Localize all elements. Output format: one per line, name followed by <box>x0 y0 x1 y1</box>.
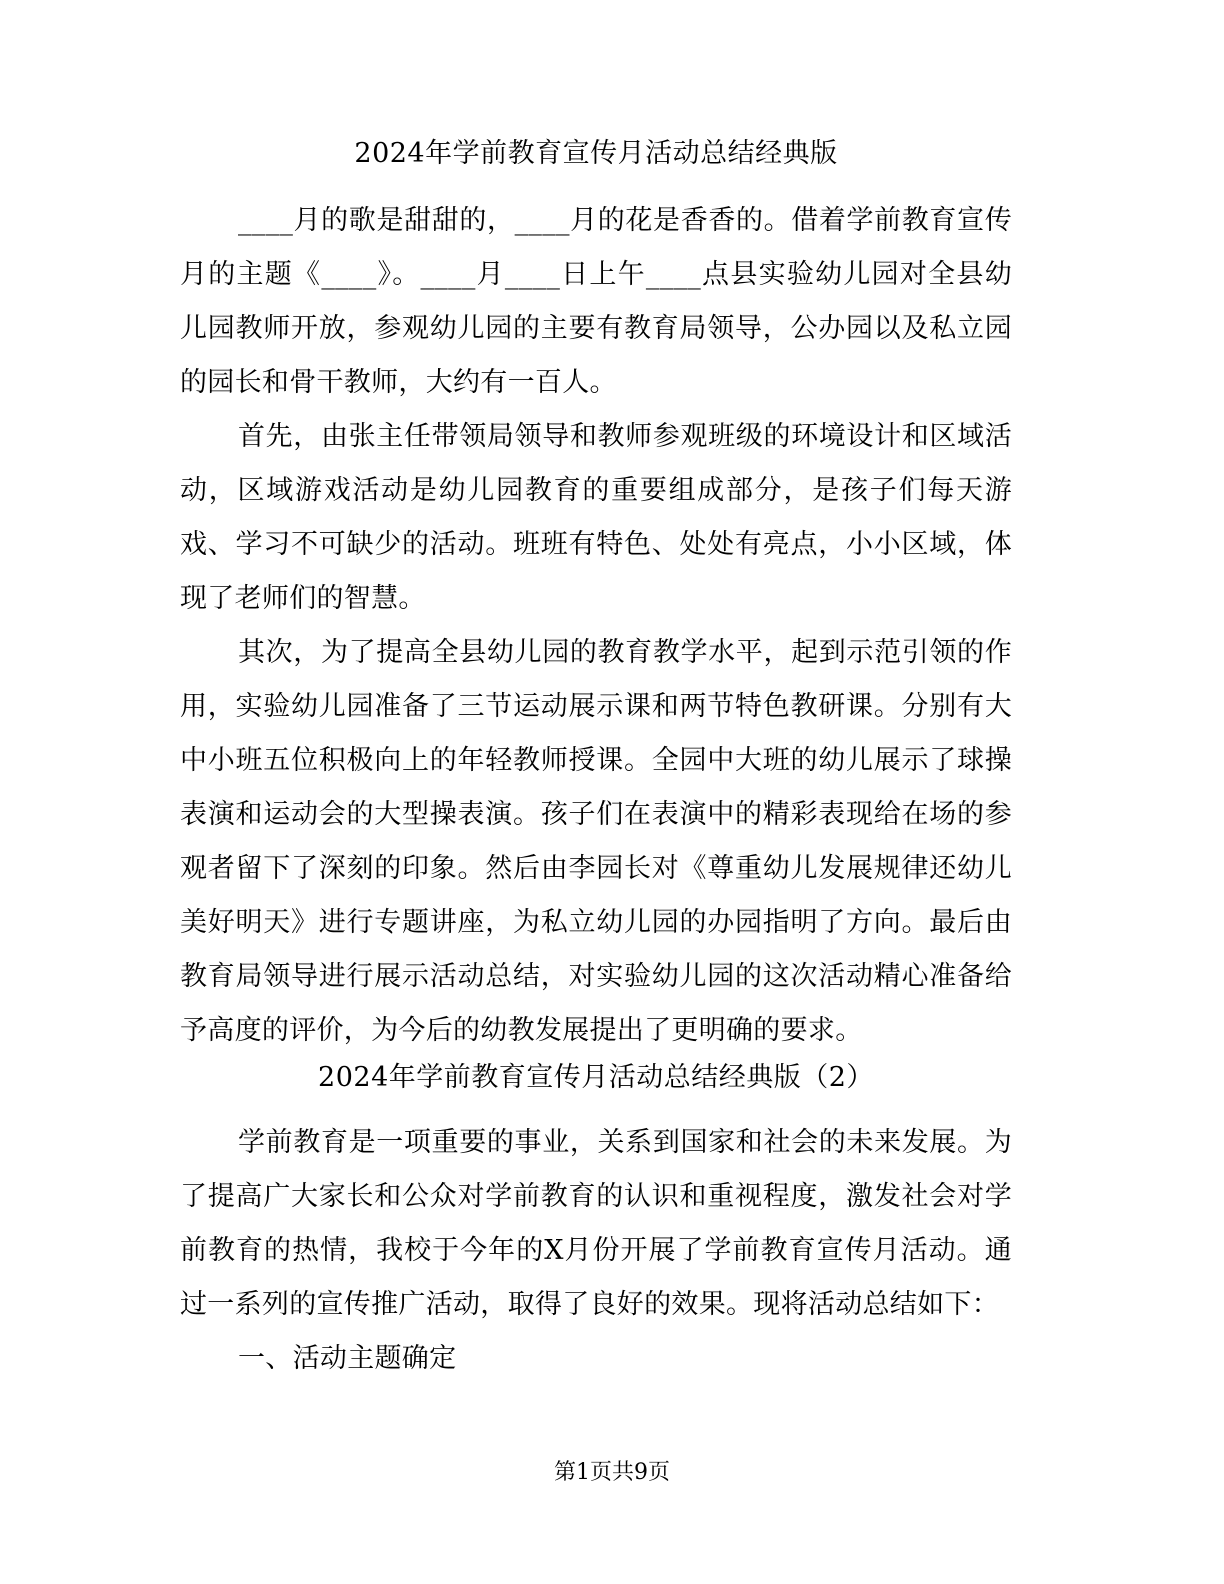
paragraph-second: 其次，为了提高全县幼儿园的教育教学水平，起到示范引领的作用，实验幼儿园准备了三节运动展示课和两节特色教研课。分别有大中小班五位积极向上的年轻教师授课。全园中大班的幼儿展示了球操表演和运动会的大型操表演。孩子们在表演中的精彩表现给在场的参观者留下了深刻的印象。然后由李园长对《尊重幼儿发展规律还幼儿美好明天》进行专题讲座，为私立幼儿园的办园指明了方向。最后由教育局领导进行展示活动总结，对实验幼儿园的这次活动精心准备给予高度的评价，为今后的幼教发展提出了更明确的要求。 <box>180 637 1012 1046</box>
section-title-2: 2024年学前教育宣传月活动总结经典版（2） <box>318 1062 874 1093</box>
heading-activity-theme: 一、活动主题确定 <box>238 1343 457 1374</box>
paragraph-intro: ____月的歌是甜甜的，____月的花是香香的。借着学前教育宣传月的主题《____》。____月____日上午____点县实验幼儿园对全县幼儿园教师开放，参观幼儿园的主要有教育局领导，公办园以及私立园的园长和骨干教师，大约有一百人。 <box>180 205 1012 398</box>
document-title: 2024年学前教育宣传月活动总结经典版 <box>354 138 838 169</box>
page-indicator: 第1页共9页 <box>554 1460 670 1485</box>
document-content <box>180 136 1012 1386</box>
paragraph-section2-intro: 学前教育是一项重要的事业，关系到国家和社会的未来发展。为了提高广大家长和公众对学前教育的认识和重视程度，激发社会对学前教育的热情，我校于今年的X月份开展了学前教育宣传月活动。通过一系列的宣传推广活动，取得了良好的效果。现将活动总结如下： <box>180 1127 1012 1320</box>
paragraph-first: 首先，由张主任带领局领导和教师参观班级的环境设计和区域活动，区域游戏活动是幼儿园教育的重要组成部分，是孩子们每天游戏、学习不可缺少的活动。班班有特色、处处有亮点，小小区域，体现了老师们的智慧。 <box>180 421 1012 614</box>
